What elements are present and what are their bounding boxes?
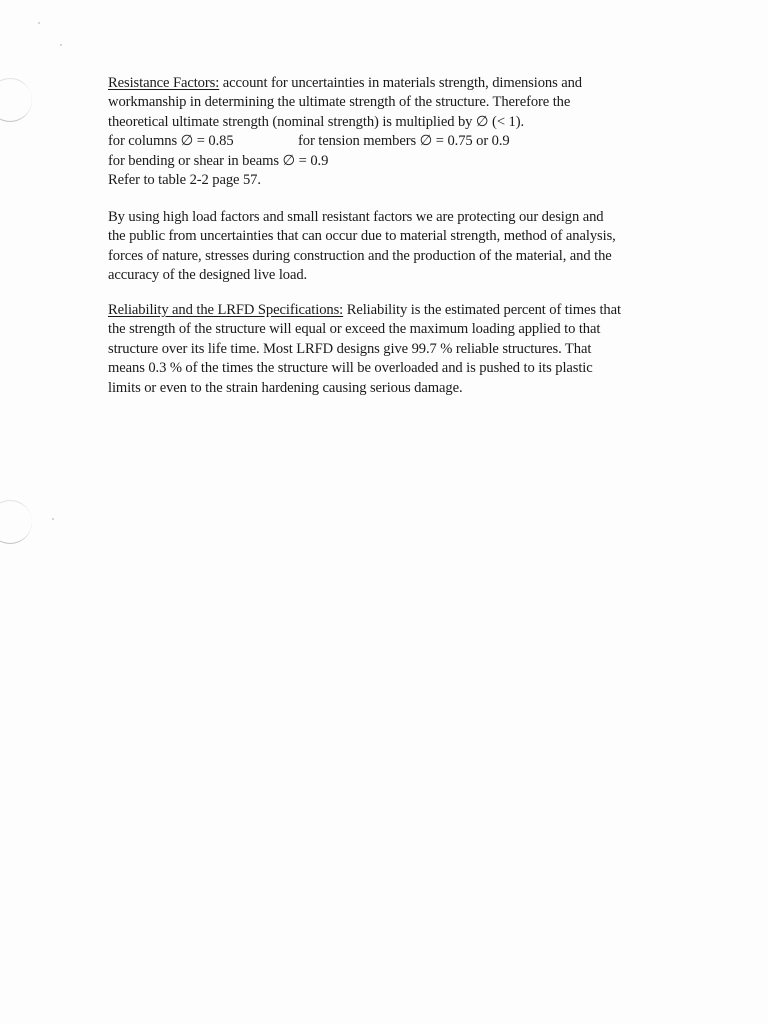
reliability-line-4: means 0.3 % of the times the structure will be overloaded and is pushed to its plastic xyxy=(108,360,593,377)
load-line-2: the public from uncertainties that can occur due to material strength, method of analysis, xyxy=(108,228,616,245)
reliability-heading: Reliability and the LRFD Specifications: xyxy=(108,302,344,318)
reliability-line-3: structure over its life time. Most LRFD designs give 99.7 % reliable structures. That xyxy=(108,340,592,357)
reliability-line-2: the strength of the structure will equal or exceed the maximum loading applied to that xyxy=(108,321,601,338)
columns-phi: for columns ∅ = 0.85 xyxy=(108,133,234,150)
tension-phi: for tension members ∅ = 0.75 or 0.9 xyxy=(298,133,510,150)
reliability-section xyxy=(108,301,708,398)
punch-hole-middle xyxy=(0,500,32,544)
punch-hole-top xyxy=(0,78,32,122)
bending-phi: for bending or shear in beams ∅ = 0.9 xyxy=(108,152,329,169)
resistance-line-3: theoretical ultimate strength (nominal strength) is multiplied by ∅ (< 1). xyxy=(108,113,524,130)
reliability-line-1: Reliability and the LRFD Specifications: Reliability is the estimated percent of times that xyxy=(108,302,621,318)
resistance-factors-heading: Resistance Factors: xyxy=(108,75,220,91)
scan-speck xyxy=(38,22,40,24)
resistance-line-2: workmanship in determining the ultimate strength of the structure. Therefore the xyxy=(108,94,571,111)
load-line-1: By using high load factors and small resistant factors we are protecting our design and xyxy=(108,209,604,225)
resistance-line-1: Resistance Factors: account for uncertainties in materials strength, dimensions and xyxy=(108,75,582,91)
load-factors-paragraph xyxy=(108,208,708,286)
resistance-factors-section xyxy=(108,74,708,190)
reliability-line-5: limits or even to the strain hardening causing serious damage. xyxy=(108,379,463,396)
scan-speck xyxy=(52,518,54,520)
scan-speck xyxy=(60,44,62,46)
load-line-3: forces of nature, stresses during construction and the production of the material, and the xyxy=(108,247,612,264)
phi-values-line xyxy=(108,132,708,151)
load-line-4: accuracy of the designed live load. xyxy=(108,267,308,284)
table-reference: Refer to table 2-2 page 57. xyxy=(108,172,261,189)
